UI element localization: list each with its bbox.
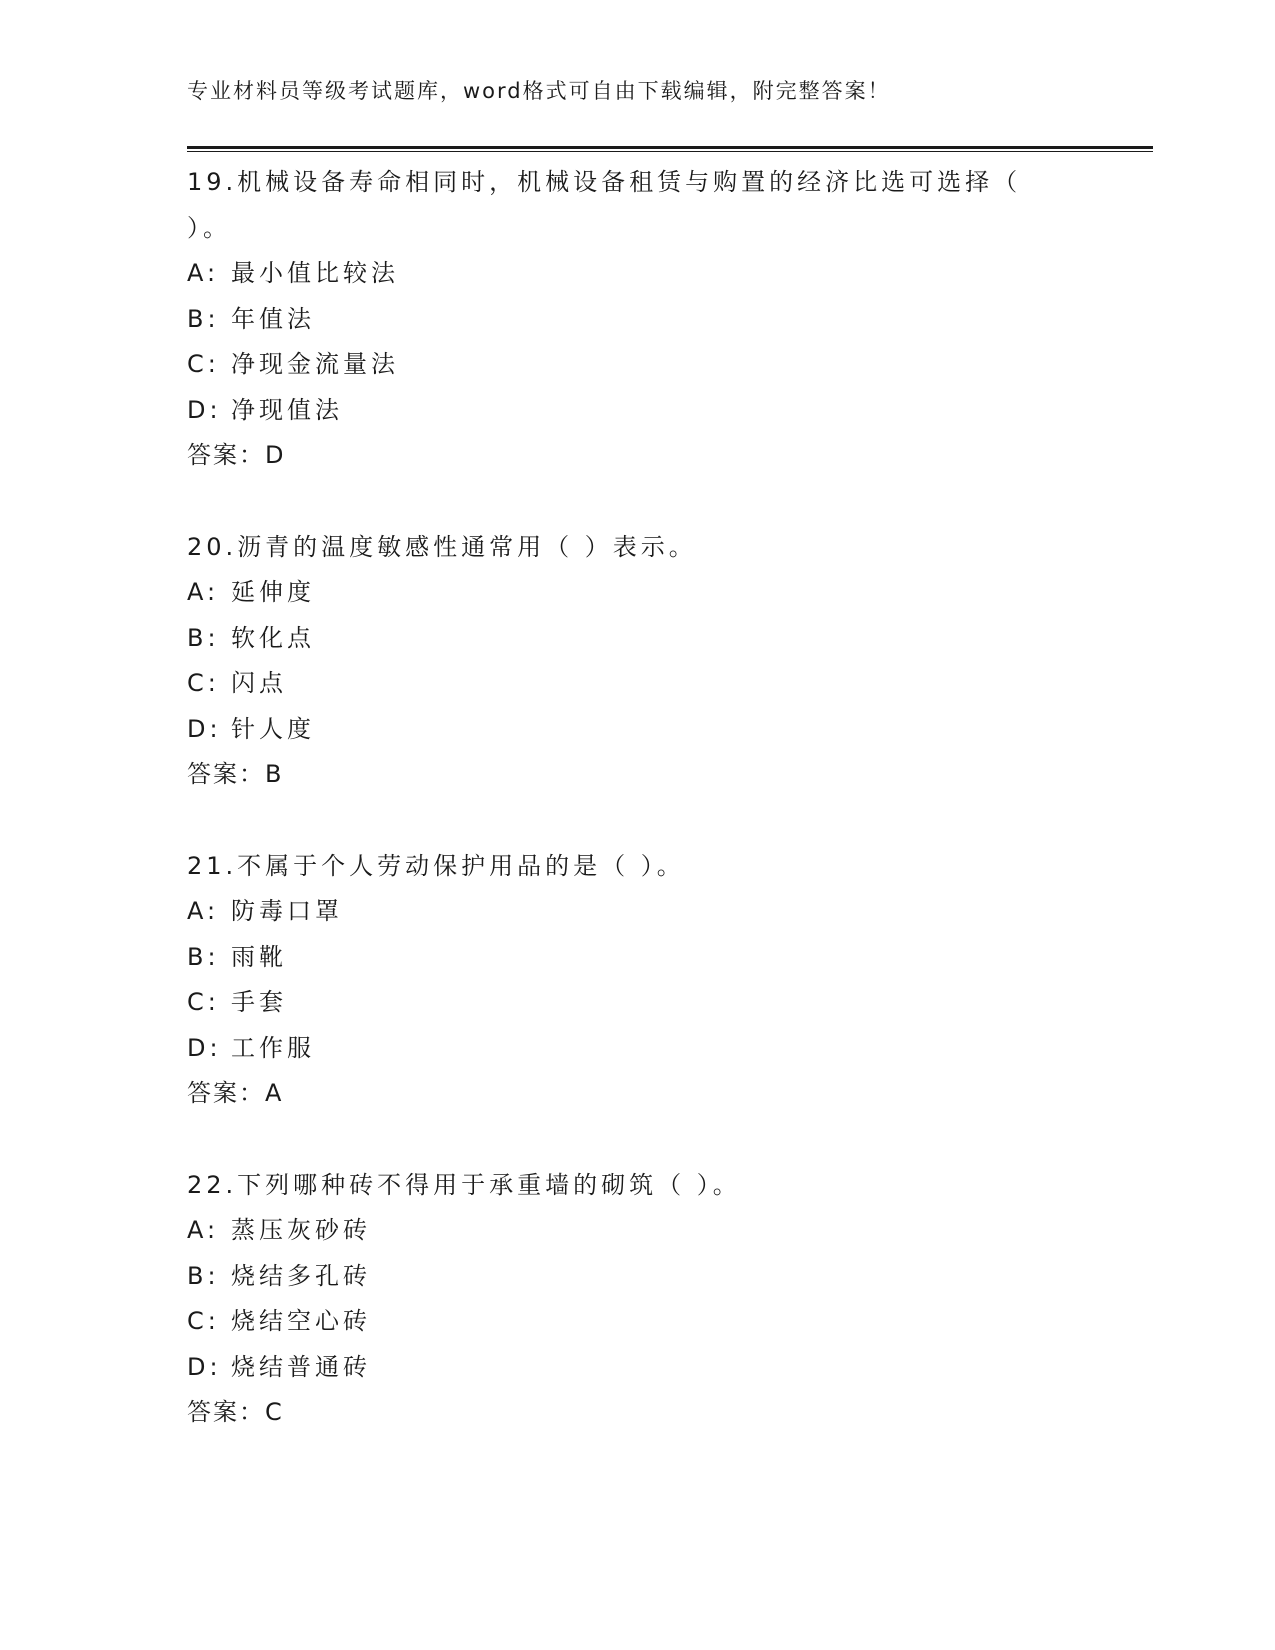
option-c bbox=[187, 342, 1087, 388]
question-text: 20.沥青的温度敏感性通常用（ ）表示。 bbox=[187, 532, 697, 561]
option-b bbox=[187, 616, 1087, 662]
option-letter: A: bbox=[187, 1216, 220, 1244]
option-letter: C: bbox=[187, 669, 220, 697]
option-letter: A: bbox=[187, 897, 220, 925]
option-c bbox=[187, 1299, 1087, 1345]
option-letter: D: bbox=[187, 395, 222, 424]
question-list bbox=[187, 160, 1087, 1482]
option-a bbox=[187, 889, 1087, 935]
answer-line: 答案：A bbox=[187, 1079, 284, 1107]
option-c bbox=[187, 980, 1087, 1026]
question-22 bbox=[187, 1163, 1087, 1436]
option-a bbox=[187, 570, 1087, 616]
question-text: 21.不属于个人劳动保护用品的是（ ）。 bbox=[187, 851, 685, 880]
option-text: 烧结多孔砖 bbox=[231, 1261, 371, 1290]
option-text: 净现值法 bbox=[231, 395, 343, 424]
option-text: 烧结空心砖 bbox=[231, 1307, 371, 1335]
question-21 bbox=[187, 844, 1087, 1117]
option-letter: D: bbox=[187, 1033, 222, 1062]
option-b bbox=[187, 1254, 1087, 1300]
option-b bbox=[187, 297, 1087, 343]
option-letter: D: bbox=[187, 714, 222, 743]
option-text: 手套 bbox=[231, 988, 287, 1016]
option-text: 烧结普通砖 bbox=[231, 1352, 371, 1381]
option-letter: B: bbox=[187, 623, 220, 652]
option-d bbox=[187, 1345, 1087, 1391]
option-text: 延伸度 bbox=[231, 578, 315, 606]
option-a bbox=[187, 251, 1087, 297]
page-header: 专业材料员等级考试题库，word格式可自由下载编辑，附完整答案！ bbox=[187, 79, 891, 103]
question-20 bbox=[187, 525, 1087, 798]
option-c bbox=[187, 661, 1087, 707]
option-text: 最小值比较法 bbox=[231, 259, 399, 287]
option-text: 防毒口罩 bbox=[231, 897, 343, 925]
option-letter: B: bbox=[187, 304, 220, 333]
header-divider bbox=[187, 146, 1153, 152]
option-text: 工作服 bbox=[231, 1033, 315, 1062]
option-letter: B: bbox=[187, 1261, 220, 1290]
option-letter: C: bbox=[187, 350, 220, 378]
option-letter: D: bbox=[187, 1352, 222, 1381]
option-text: 蒸压灰砂砖 bbox=[231, 1216, 371, 1244]
answer-line: 答案：B bbox=[187, 760, 284, 788]
option-text: 针人度 bbox=[231, 714, 315, 743]
question-text: 19.机械设备寿命相同时，机械设备租赁与购置的经济比选可选择（ ）。 bbox=[187, 168, 1022, 242]
answer-line: 答案：C bbox=[187, 1398, 284, 1426]
option-text: 净现金流量法 bbox=[231, 350, 399, 378]
answer-line: 答案：D bbox=[187, 441, 286, 469]
question-19 bbox=[187, 160, 1087, 479]
option-b bbox=[187, 935, 1087, 981]
option-letter: C: bbox=[187, 988, 220, 1016]
option-text: 软化点 bbox=[231, 623, 315, 652]
option-text: 年值法 bbox=[231, 304, 315, 333]
option-text: 闪点 bbox=[231, 669, 287, 697]
option-letter: A: bbox=[187, 578, 220, 606]
option-d bbox=[187, 707, 1087, 753]
option-d bbox=[187, 1026, 1087, 1072]
question-text: 22.下列哪种砖不得用于承重墙的砌筑（ ）。 bbox=[187, 1170, 741, 1199]
option-d bbox=[187, 388, 1087, 434]
option-text: 雨靴 bbox=[231, 942, 287, 971]
option-a bbox=[187, 1208, 1087, 1254]
option-letter: C: bbox=[187, 1307, 220, 1335]
option-letter: A: bbox=[187, 259, 220, 287]
option-letter: B: bbox=[187, 942, 220, 971]
